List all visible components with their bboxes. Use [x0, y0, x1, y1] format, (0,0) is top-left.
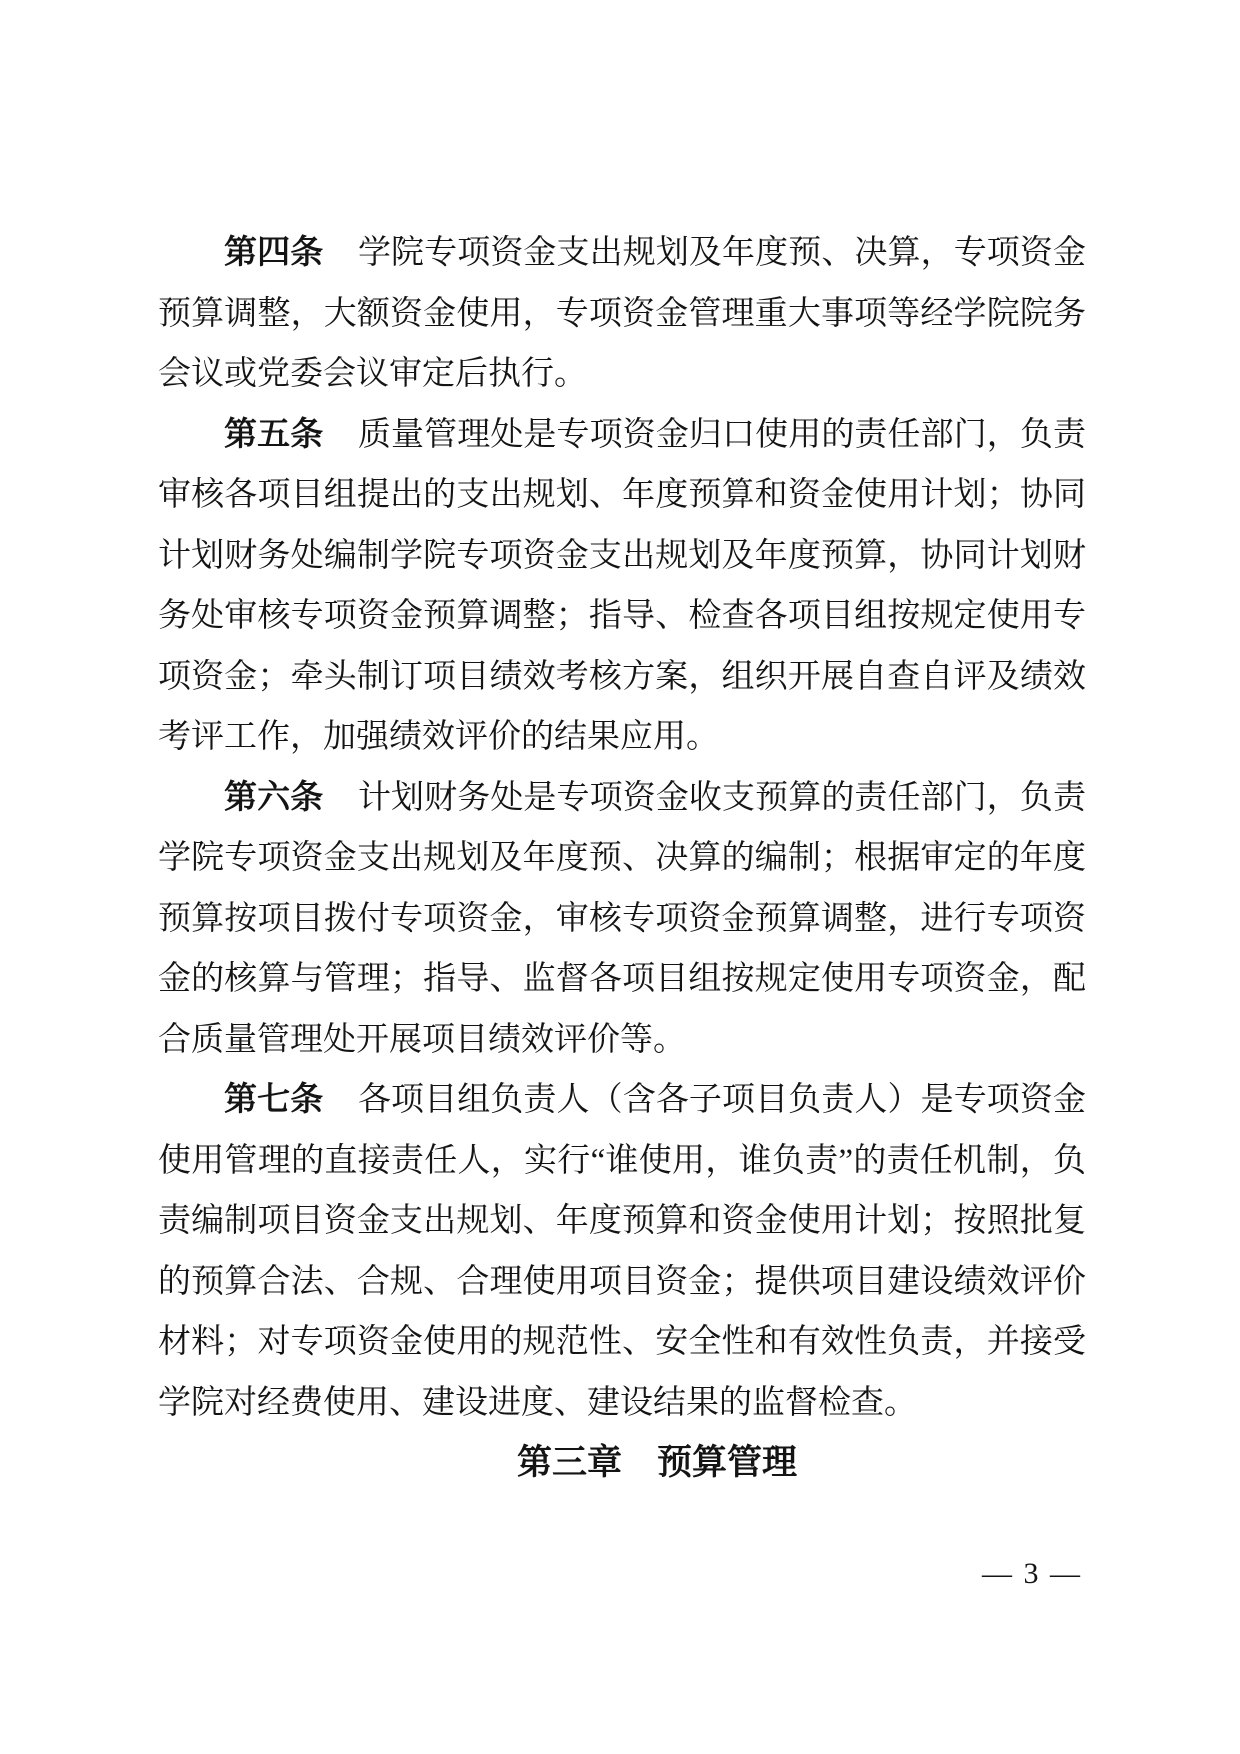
page-number: — 3 — — [982, 1557, 1082, 1590]
article-7-text: 各项目组负责人（含各子项目负责人）是专项资金使用管理的直接责任人，实行“谁使用，谁负责”的责任机制，负责编制项目资金支出规划、年度预算和资金使用计划；按照批复的预算合法、合规、合理使用项目资金；提供项目建设绩效评价材料；对专项资金使用的规范性、安全性和有效性负责，并接受学院对经费使用、建设进度、建设结果的监督检查。 — [158, 1082, 1087, 1421]
paragraph-article-5 — [158, 405, 1086, 768]
paragraph-article-4 — [158, 223, 1086, 405]
paragraph-article-6 — [158, 768, 1086, 1071]
paragraph-article-7 — [158, 1070, 1086, 1433]
article-4-label: 第四条 — [224, 235, 324, 271]
article-6-label: 第六条 — [224, 779, 324, 816]
chapter-heading: 第三章 预算管理 — [516, 1443, 797, 1482]
document-body — [158, 223, 1086, 1494]
article-4-text: 学院专项资金支出规划及年度预、决算，专项资金预算调整，大额资金使用，专项资金管理重大事项等经学院院务会议或党委会议审定后执行。 — [158, 235, 1087, 392]
article-5-label: 第五条 — [224, 416, 324, 453]
article-5-text: 质量管理处是专项资金归口使用的责任部门，负责审核各项目组提出的支出规划、年度预算和资金使用计划；协同计划财务处编制学院专项资金支出规划及年度预算，协同计划财务处审核专项资金预算调整；指导、检查各项目组按规定使用专项资金；牵头制订项目绩效考核方案，组织开展自查自评及绩效考评工作，加强绩效评价的结果应用。 — [158, 416, 1087, 755]
article-6-text: 计划财务处是专项资金收支预算的责任部门，负责学院专项资金支出规划及年度预、决算的编制；根据审定的年度预算按项目拨付专项资金，审核专项资金预算调整，进行专项资金的核算与管理；指导、监督各项目组按规定使用专项资金，配合质量管理处开展项目绩效评价等。 — [158, 779, 1087, 1058]
article-7-label: 第七条 — [224, 1082, 324, 1118]
